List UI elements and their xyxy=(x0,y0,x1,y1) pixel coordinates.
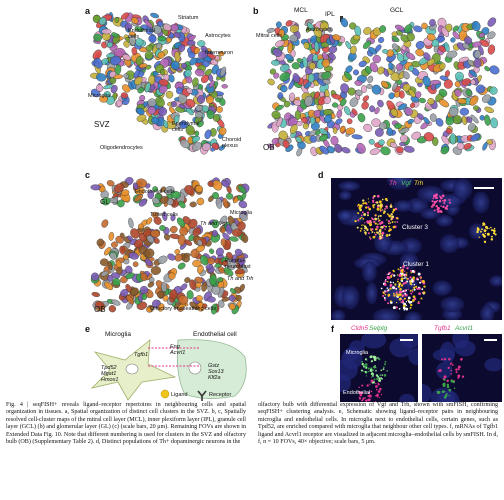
panel-a-letter: a xyxy=(85,6,91,16)
ob-cluster-map-c xyxy=(0,165,253,320)
legend-acvrl1: Acvrl1 xyxy=(455,325,474,332)
label-endothelial-e: Endothelial cell xyxy=(193,331,237,338)
label-microglia-f: Microglia xyxy=(346,350,369,356)
legend-trh: Trh xyxy=(414,180,424,187)
gene-mgat1: Mgat1 xyxy=(101,371,117,377)
label-microglia-e: Microglia xyxy=(105,331,132,338)
caption-text-2: olfactory bulb with differential expression of Vgf and Trh, shown with smFISH, confirming seqFISH+ clustering analysis. e, Schematic showing ligand–receptor pairs in neighbouring microglia and endothelial cells. In microglia next to endothelial cells, certain genes, such as Tpd52, are enriched compared with microglia that neighbour other cell types. f, mRNAs of Tgfb1 ligand and Acvrl1 receptor are visualized in adjacent microglia–endothelial cells by smFISH. In d, f, n = 10 FOVs, 40× objective; scale bars, 5 μm. xyxy=(258,402,498,446)
legend-th: Th xyxy=(389,180,397,187)
label-mitral: Mitral cells xyxy=(256,33,282,39)
label-endothelial-a: Endothelial cells xyxy=(128,28,156,40)
gene-gstz: Gstz xyxy=(208,363,220,369)
panel-e xyxy=(0,322,250,402)
gene-eng: Eng xyxy=(170,344,180,350)
panel-b xyxy=(250,0,504,165)
smfish-image-f-left xyxy=(340,334,418,402)
gene-sox13: Sox13 xyxy=(208,369,224,375)
smfish-image-f-right xyxy=(422,334,502,402)
panel-c-letter: c xyxy=(85,170,91,180)
panel-d xyxy=(250,165,504,320)
label-endothelial-c: Endothelial cells xyxy=(135,189,175,195)
label-striatum: Striatum xyxy=(178,15,199,21)
label-gl: GL xyxy=(100,199,110,206)
label-astrocytes-a: Astrocytes xyxy=(205,33,231,39)
label-oligodendrocytes: Oligodendrocytes xyxy=(100,145,143,151)
legend-vgf: Vgf xyxy=(401,180,411,187)
scale-bar-f-left xyxy=(400,339,413,341)
legend-ligand: Ligand xyxy=(171,392,188,398)
label-interneuron: Interneuron xyxy=(205,50,234,56)
label-gcl: GCL xyxy=(390,7,404,14)
label-svz: SVZ xyxy=(94,120,110,129)
scale-bar-f-right xyxy=(484,339,497,341)
ob-cluster-map-b xyxy=(250,0,504,165)
label-eomes: Eomes+ neuroblast xyxy=(225,258,251,270)
label-astrocytes-b: Astrocytes xyxy=(306,27,332,33)
panel-b-letter: b xyxy=(253,6,259,16)
gene-acvrl1: Acvrl1 xyxy=(170,350,186,356)
gene-tgfb1: Tgfb1 xyxy=(134,352,149,358)
scale-bar-d xyxy=(474,187,494,189)
panel-c xyxy=(0,165,254,320)
label-th-trh: Th and Trh xyxy=(227,276,254,282)
panel-f xyxy=(250,322,504,402)
label-tufted: Tufted cells xyxy=(150,212,178,218)
label-ob-c: OB xyxy=(94,305,106,314)
caption-column-2 xyxy=(258,402,498,446)
legend-receptor: Receptor xyxy=(209,392,232,398)
label-th-vgf: Th and Vgf xyxy=(200,221,227,227)
panel-e-letter: e xyxy=(85,324,91,334)
caption-column-1 xyxy=(6,402,246,446)
label-ependymal: Ependymal cells xyxy=(172,121,200,133)
label-ipl: IPL xyxy=(325,11,335,18)
label-microglia-c: Microglia xyxy=(230,210,253,216)
gene-tpd52: Tpd52 xyxy=(101,365,117,371)
label-mcl: MCL xyxy=(294,7,308,14)
gene-klf2a: Klf2a xyxy=(208,375,221,381)
label-choroid: Choroid plexus xyxy=(222,137,242,149)
legend-cldn5: Cldn5 xyxy=(351,325,368,332)
legend-selplg: Selplg xyxy=(369,325,388,332)
label-ob-b: OB xyxy=(263,143,275,152)
label-endothelial-f: Endothelial xyxy=(343,390,371,396)
label-cluster1: Cluster 1 xyxy=(403,261,430,268)
caption-text-1: Fig. 4 | seqFISH+ reveals ligand–receptor repertoires in neighbouring cells and spatial organization in tissues. a, Spatial organization of distinct cell clusters in the SVZ. b, c, Spatially resolved cell-cluster maps of the mitral cell layer (MCL), inner plexiform layer (IPL), granule cell layer (GCL) (b) and glomerular layer (GL) (c) (scale bars, 20 μm). Remaining FOVs are shown in Extended Data Fig. 10. Note that different numbering is used for clusters in the SVZ and olfactory bulb (OB) (Supplementary Table 2). d, Distinct populations of Th+ dopaminergic neurons in the xyxy=(6,402,246,446)
panel-a xyxy=(0,0,250,165)
panel-f-letter: f xyxy=(331,324,334,334)
smfish-image-d xyxy=(331,178,502,320)
label-microglia-a: Microglia xyxy=(88,93,111,99)
svz-cluster-map xyxy=(0,0,250,165)
label-olfactory: Olfactory ensheathing cells xyxy=(150,306,217,312)
label-cluster3: Cluster 3 xyxy=(402,224,429,231)
legend-tgfb1: Tgfb1 xyxy=(434,325,451,332)
panel-d-letter: d xyxy=(318,170,324,180)
gene-hmox1: Hmox1 xyxy=(101,377,119,383)
